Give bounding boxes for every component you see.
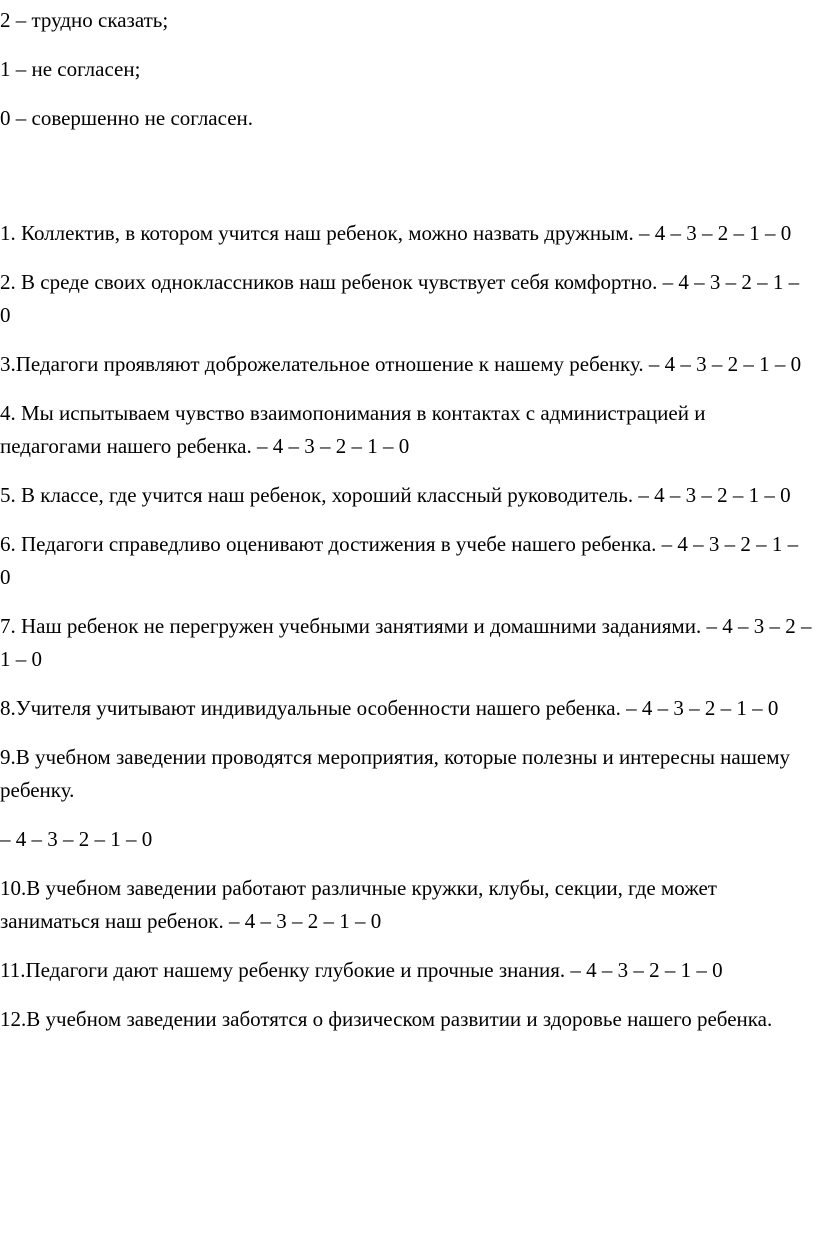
questionnaire-item: 6. Педагоги справедливо оценивают достижения в учебе нашего ребенка. – 4 – 3 – 2 – 1 – 0 <box>0 532 799 589</box>
questionnaire-item: 12.В учебном заведении заботятся о физическом развитии и здоровье нашего ребенка. <box>0 1007 773 1031</box>
questionnaire-item: 10.В учебном заведении работают различные кружки, клубы, секции, где может заниматься наш ребенок. – 4 – 3 – 2 – 1 – 0 <box>0 876 717 933</box>
paragraph-gap <box>0 151 812 217</box>
scale-legend-item: 1 – не согласен; <box>0 57 141 81</box>
questionnaire-item: 7. Наш ребенок не перегружен учебными занятиями и домашними заданиями. – 4 – 3 – 2 – 1 – 0 <box>0 614 812 671</box>
questionnaire-item-scale: – 4 – 3 – 2 – 1 – 0 <box>0 827 153 851</box>
questionnaire-item: 2. В среде своих одноклассников наш ребенок чувствует себя комфортно. – 4 – 3 – 2 – 1 – 0 <box>0 270 800 327</box>
questionnaire-item: 5. В классе, где учится наш ребенок, хороший классный руководитель. – 4 – 3 – 2 – 1 – 0 <box>0 483 791 507</box>
questionnaire-item: 1. Коллектив, в котором учится наш ребенок, можно назвать дружным. – 4 – 3 – 2 – 1 – 0 <box>0 221 792 245</box>
questionnaire-item: 8.Учителя учитывают индивидуальные особенности нашего ребенка. – 4 – 3 – 2 – 1 – 0 <box>0 696 779 720</box>
questionnaire-item: 11.Педагоги дают нашему ребенку глубокие и прочные знания. – 4 – 3 – 2 – 1 – 0 <box>0 958 723 982</box>
scale-legend-item: 2 – трудно сказать; <box>0 8 169 32</box>
scale-legend-item: 0 – совершенно не согласен. <box>0 106 254 130</box>
questionnaire-item: 3.Педагоги проявляют доброжелательное отношение к нашему ребенку. – 4 – 3 – 2 – 1 – 0 <box>0 352 802 376</box>
questionnaire-item: 9.В учебном заведении проводятся мероприятия, которые полезны и интересны нашему ребенку. <box>0 745 791 802</box>
questionnaire-item: 4. Мы испытываем чувство взаимопонимания в контактах с администрацией и педагогами нашего ребенка. – 4 – 3 – 2 – 1 – 0 <box>0 401 706 458</box>
